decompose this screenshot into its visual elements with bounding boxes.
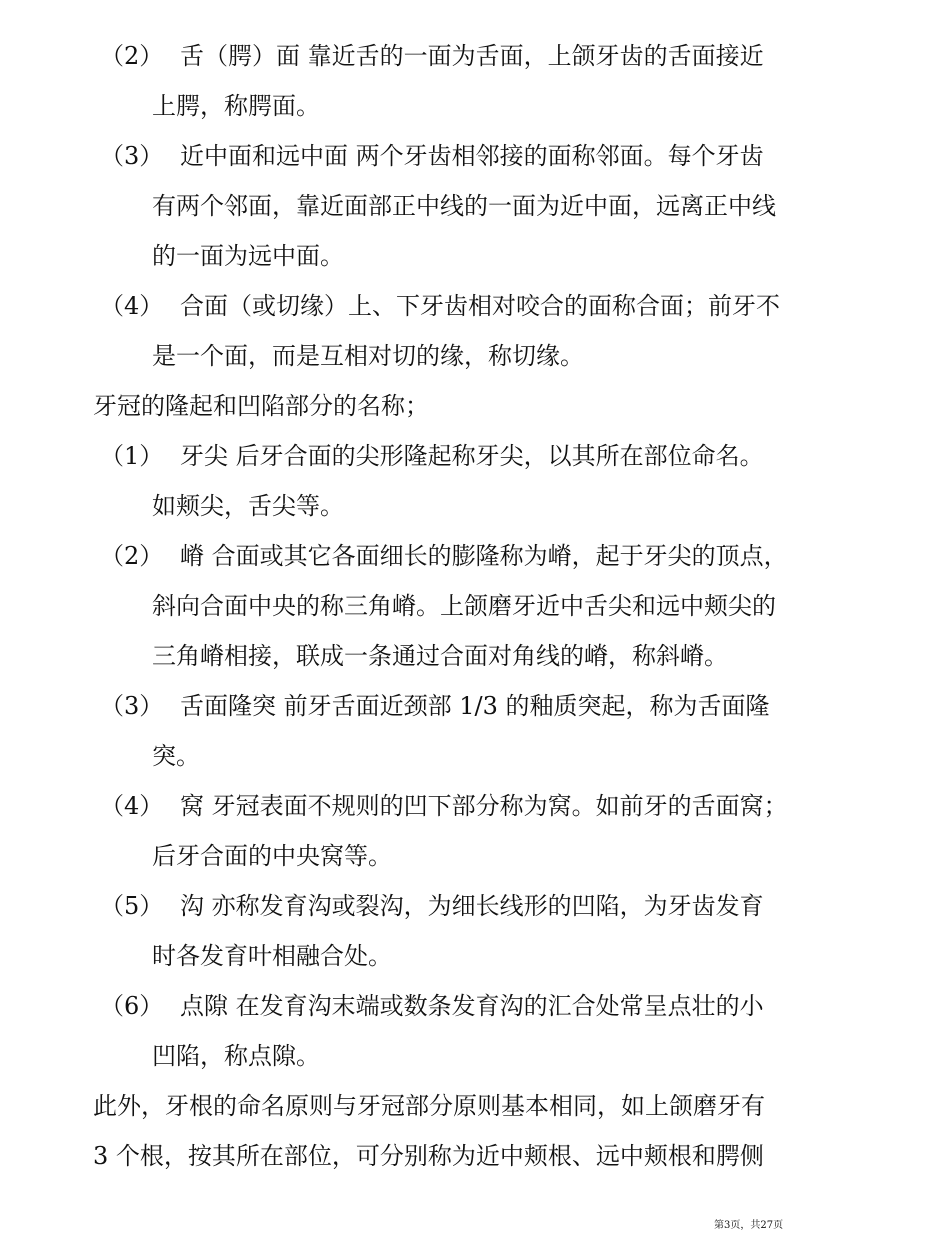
item-text-line: 上腭，称腭面。 (152, 92, 320, 120)
item-text-line: 嵴 合面或其它各面细长的膨隆称为嵴，起于牙尖的顶点， (180, 542, 788, 570)
item-text-line: 沟 亦称发育沟或裂沟，为细长线形的凹陷，为牙齿发育 (180, 892, 764, 920)
item-text-line: 如颊尖，舌尖等。 (152, 492, 344, 520)
item-number: （4） (100, 292, 164, 320)
item-text-line: 舌（腭）面 靠近舌的一面为舌面，上颌牙齿的舌面接近 (180, 42, 764, 70)
item-number: （2） (100, 542, 164, 570)
item-text-line: 窝 牙冠表面不规则的凹下部分称为窝。如前牙的舌面窝； (180, 792, 788, 820)
paragraph-line: 3 个根，按其所在部位，可分别称为近中颊根、远中颊根和腭侧 (93, 1142, 764, 1170)
item-text-line: 突。 (152, 742, 200, 770)
item-text-line: 时各发育叶相融合处。 (152, 942, 392, 970)
item-text-line: 点隙 在发育沟末端或数条发育沟的汇合处常呈点壮的小 (180, 992, 764, 1020)
item-number: （5） (100, 892, 164, 920)
paragraph-line: 此外，牙根的命名原则与牙冠部分原则基本相同，如上颌磨牙有 (93, 1092, 765, 1120)
item-text-line: 有两个邻面，靠近面部正中线的一面为近中面，远离正中线 (152, 192, 776, 220)
item-text-line: 合面（或切缘）上、下牙齿相对咬合的面称合面；前牙不 (180, 292, 780, 320)
item-text-line: 舌面隆突 前牙舌面近颈部 1/3 的釉质突起，称为舌面隆 (180, 692, 770, 720)
section-heading: 牙冠的隆起和凹陷部分的名称； (93, 392, 429, 420)
item-text-line: 斜向合面中央的称三角嵴。上颌磨牙近中舌尖和远中颊尖的 (152, 592, 776, 620)
item-text-line: 的一面为远中面。 (152, 242, 344, 270)
item-number: （6） (100, 992, 164, 1020)
item-text-line: 后牙合面的中央窝等。 (152, 842, 392, 870)
page-footer: 第3页，共27页 (714, 1220, 784, 1231)
item-number: （3） (100, 692, 164, 720)
item-number: （4） (100, 792, 164, 820)
item-number: （3） (100, 142, 164, 170)
item-text-line: 近中面和远中面 两个牙齿相邻接的面称邻面。每个牙齿 (180, 142, 764, 170)
item-text-line: 凹陷，称点隙。 (152, 1042, 320, 1070)
item-text-line: 三角嵴相接，联成一条通过合面对角线的嵴，称斜嵴。 (152, 642, 728, 670)
item-text-line: 牙尖 后牙合面的尖形隆起称牙尖，以其所在部位命名。 (180, 442, 764, 470)
item-number: （2） (100, 42, 164, 70)
item-number: （1） (100, 442, 164, 470)
item-text-line: 是一个面，而是互相对切的缘，称切缘。 (152, 342, 584, 370)
